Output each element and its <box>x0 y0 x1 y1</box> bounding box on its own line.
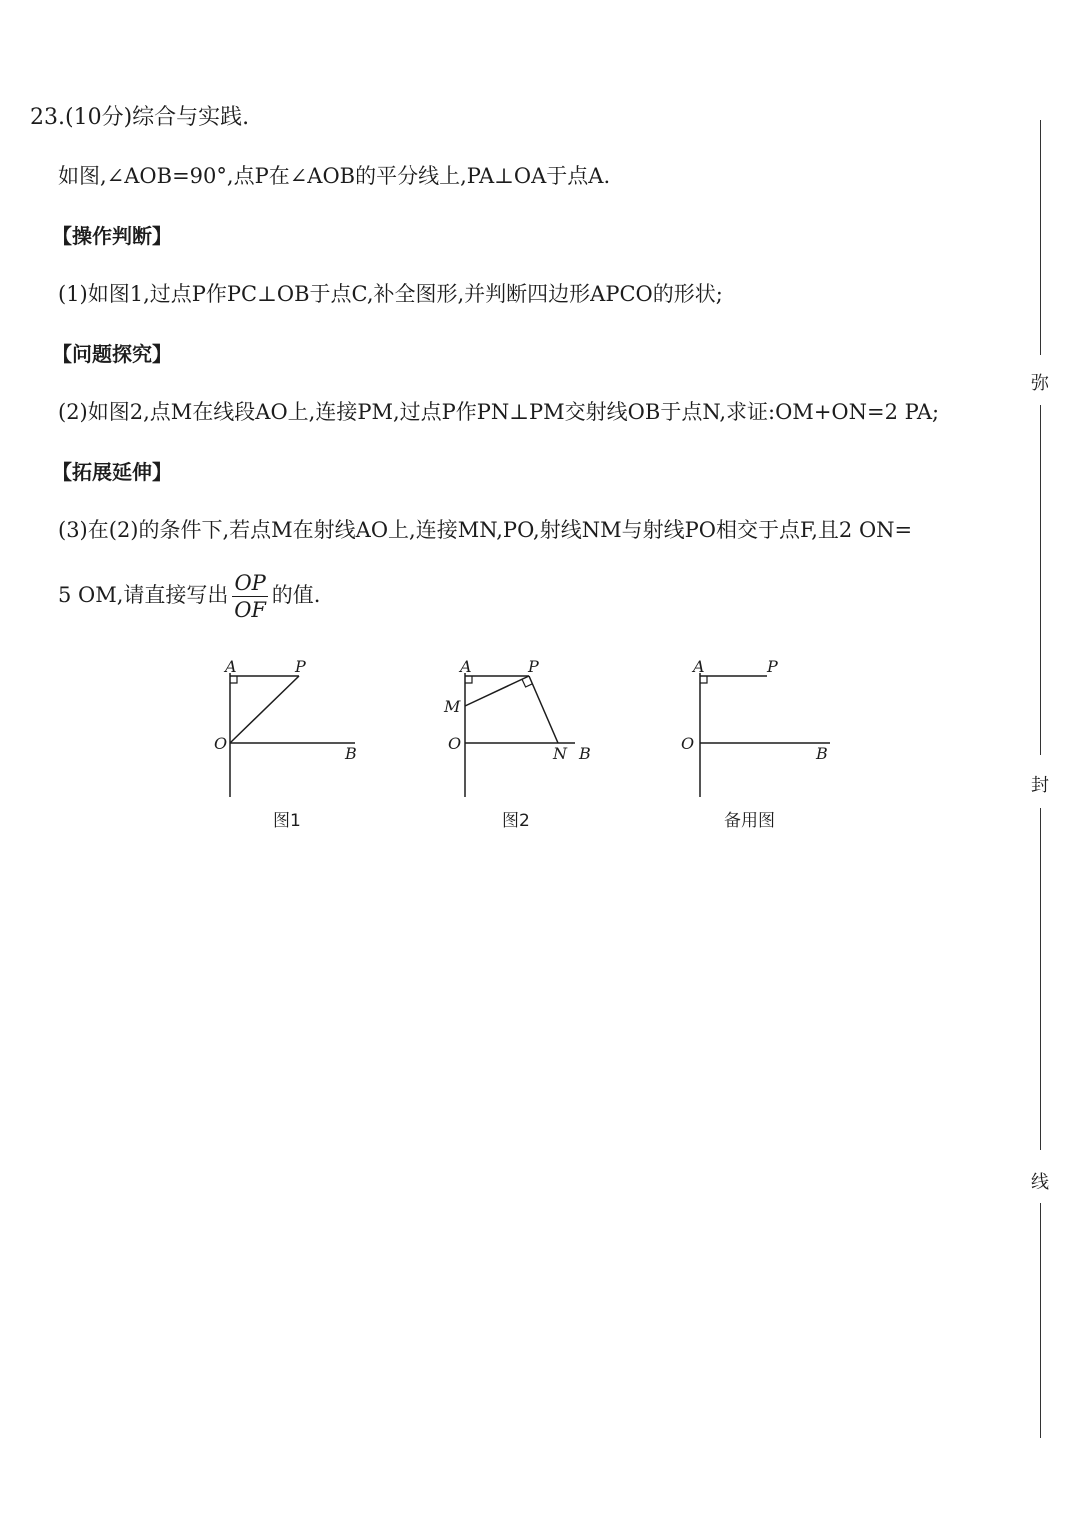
fig2-label-o: O <box>448 734 462 753</box>
question-3-line-1: (3)在(2)的条件下,若点M在射线AO上,连接MN,PO,射线NM与射线PO相交于点F,且2 ON= <box>58 518 913 542</box>
fig2-segment-pm <box>465 676 529 706</box>
fig2-segment-pn <box>529 676 558 743</box>
fig3-label-p: P <box>767 657 778 676</box>
fig1-label-a: A <box>225 657 237 676</box>
fig1-label-b: B <box>345 744 357 763</box>
fraction-op-over-of <box>232 570 267 623</box>
fig3-label-o: O <box>681 734 695 753</box>
binding-margin-line-3 <box>1040 808 1041 1150</box>
fig1-label-o: O <box>214 734 228 753</box>
figure-2-caption: 图2 <box>502 811 530 831</box>
section-heading-operation: 【操作判断】 <box>52 224 172 248</box>
figure-backup-caption: 备用图 <box>724 811 775 831</box>
problem-intro: 如图,∠AOB=90°,点P在∠AOB的平分线上,PA⊥OA于点A. <box>58 164 611 188</box>
fig2-label-m: M <box>444 697 461 716</box>
figure-2 <box>440 655 610 805</box>
binding-margin-line-top <box>1040 120 1041 355</box>
fig2-label-a: A <box>460 657 472 676</box>
figure-1-caption: 图1 <box>273 811 301 831</box>
fig3-label-a: A <box>693 657 705 676</box>
binding-margin-char-3: 线 <box>1031 1172 1049 1193</box>
binding-margin-char-1: 弥 <box>1031 373 1049 394</box>
question-3-line-2 <box>58 570 320 623</box>
question-3-text-before-fraction: 5 OM,请直接写出 <box>58 583 229 607</box>
fig1-right-angle-mark <box>230 676 237 683</box>
problem-title: 23.(10分)综合与实践. <box>30 105 250 130</box>
question-1: (1)如图1,过点P作PC⊥OB于点C,补全图形,并判断四边形APCO的形状; <box>58 282 723 306</box>
fig2-label-b: B <box>579 744 591 763</box>
figure-backup <box>675 655 845 805</box>
binding-margin-line-bottom <box>1040 1203 1041 1438</box>
binding-margin-line-2 <box>1040 405 1041 755</box>
fraction-numerator: OP <box>234 571 266 595</box>
question-2: (2)如图2,点M在线段AO上,连接PM,过点P作PN⊥PM交射线OB于点N,求证:OM+ON=2 PA; <box>58 400 940 424</box>
binding-margin-char-2: 封 <box>1031 775 1049 796</box>
fig2-label-p: P <box>528 657 539 676</box>
fig2-right-angle-mark-a <box>465 676 472 683</box>
question-3-text-after-fraction: 的值. <box>271 583 321 607</box>
section-heading-exploration: 【问题探究】 <box>52 342 172 366</box>
section-heading-extension: 【拓展延伸】 <box>52 460 172 484</box>
fraction-denominator: OF <box>234 598 267 622</box>
figure-1 <box>205 655 375 805</box>
fig3-label-b: B <box>816 744 828 763</box>
fig1-bisector-op <box>230 676 299 743</box>
fig1-label-p: P <box>295 657 306 676</box>
fig3-right-angle-mark <box>700 676 707 683</box>
fig2-label-n: N <box>553 744 567 763</box>
